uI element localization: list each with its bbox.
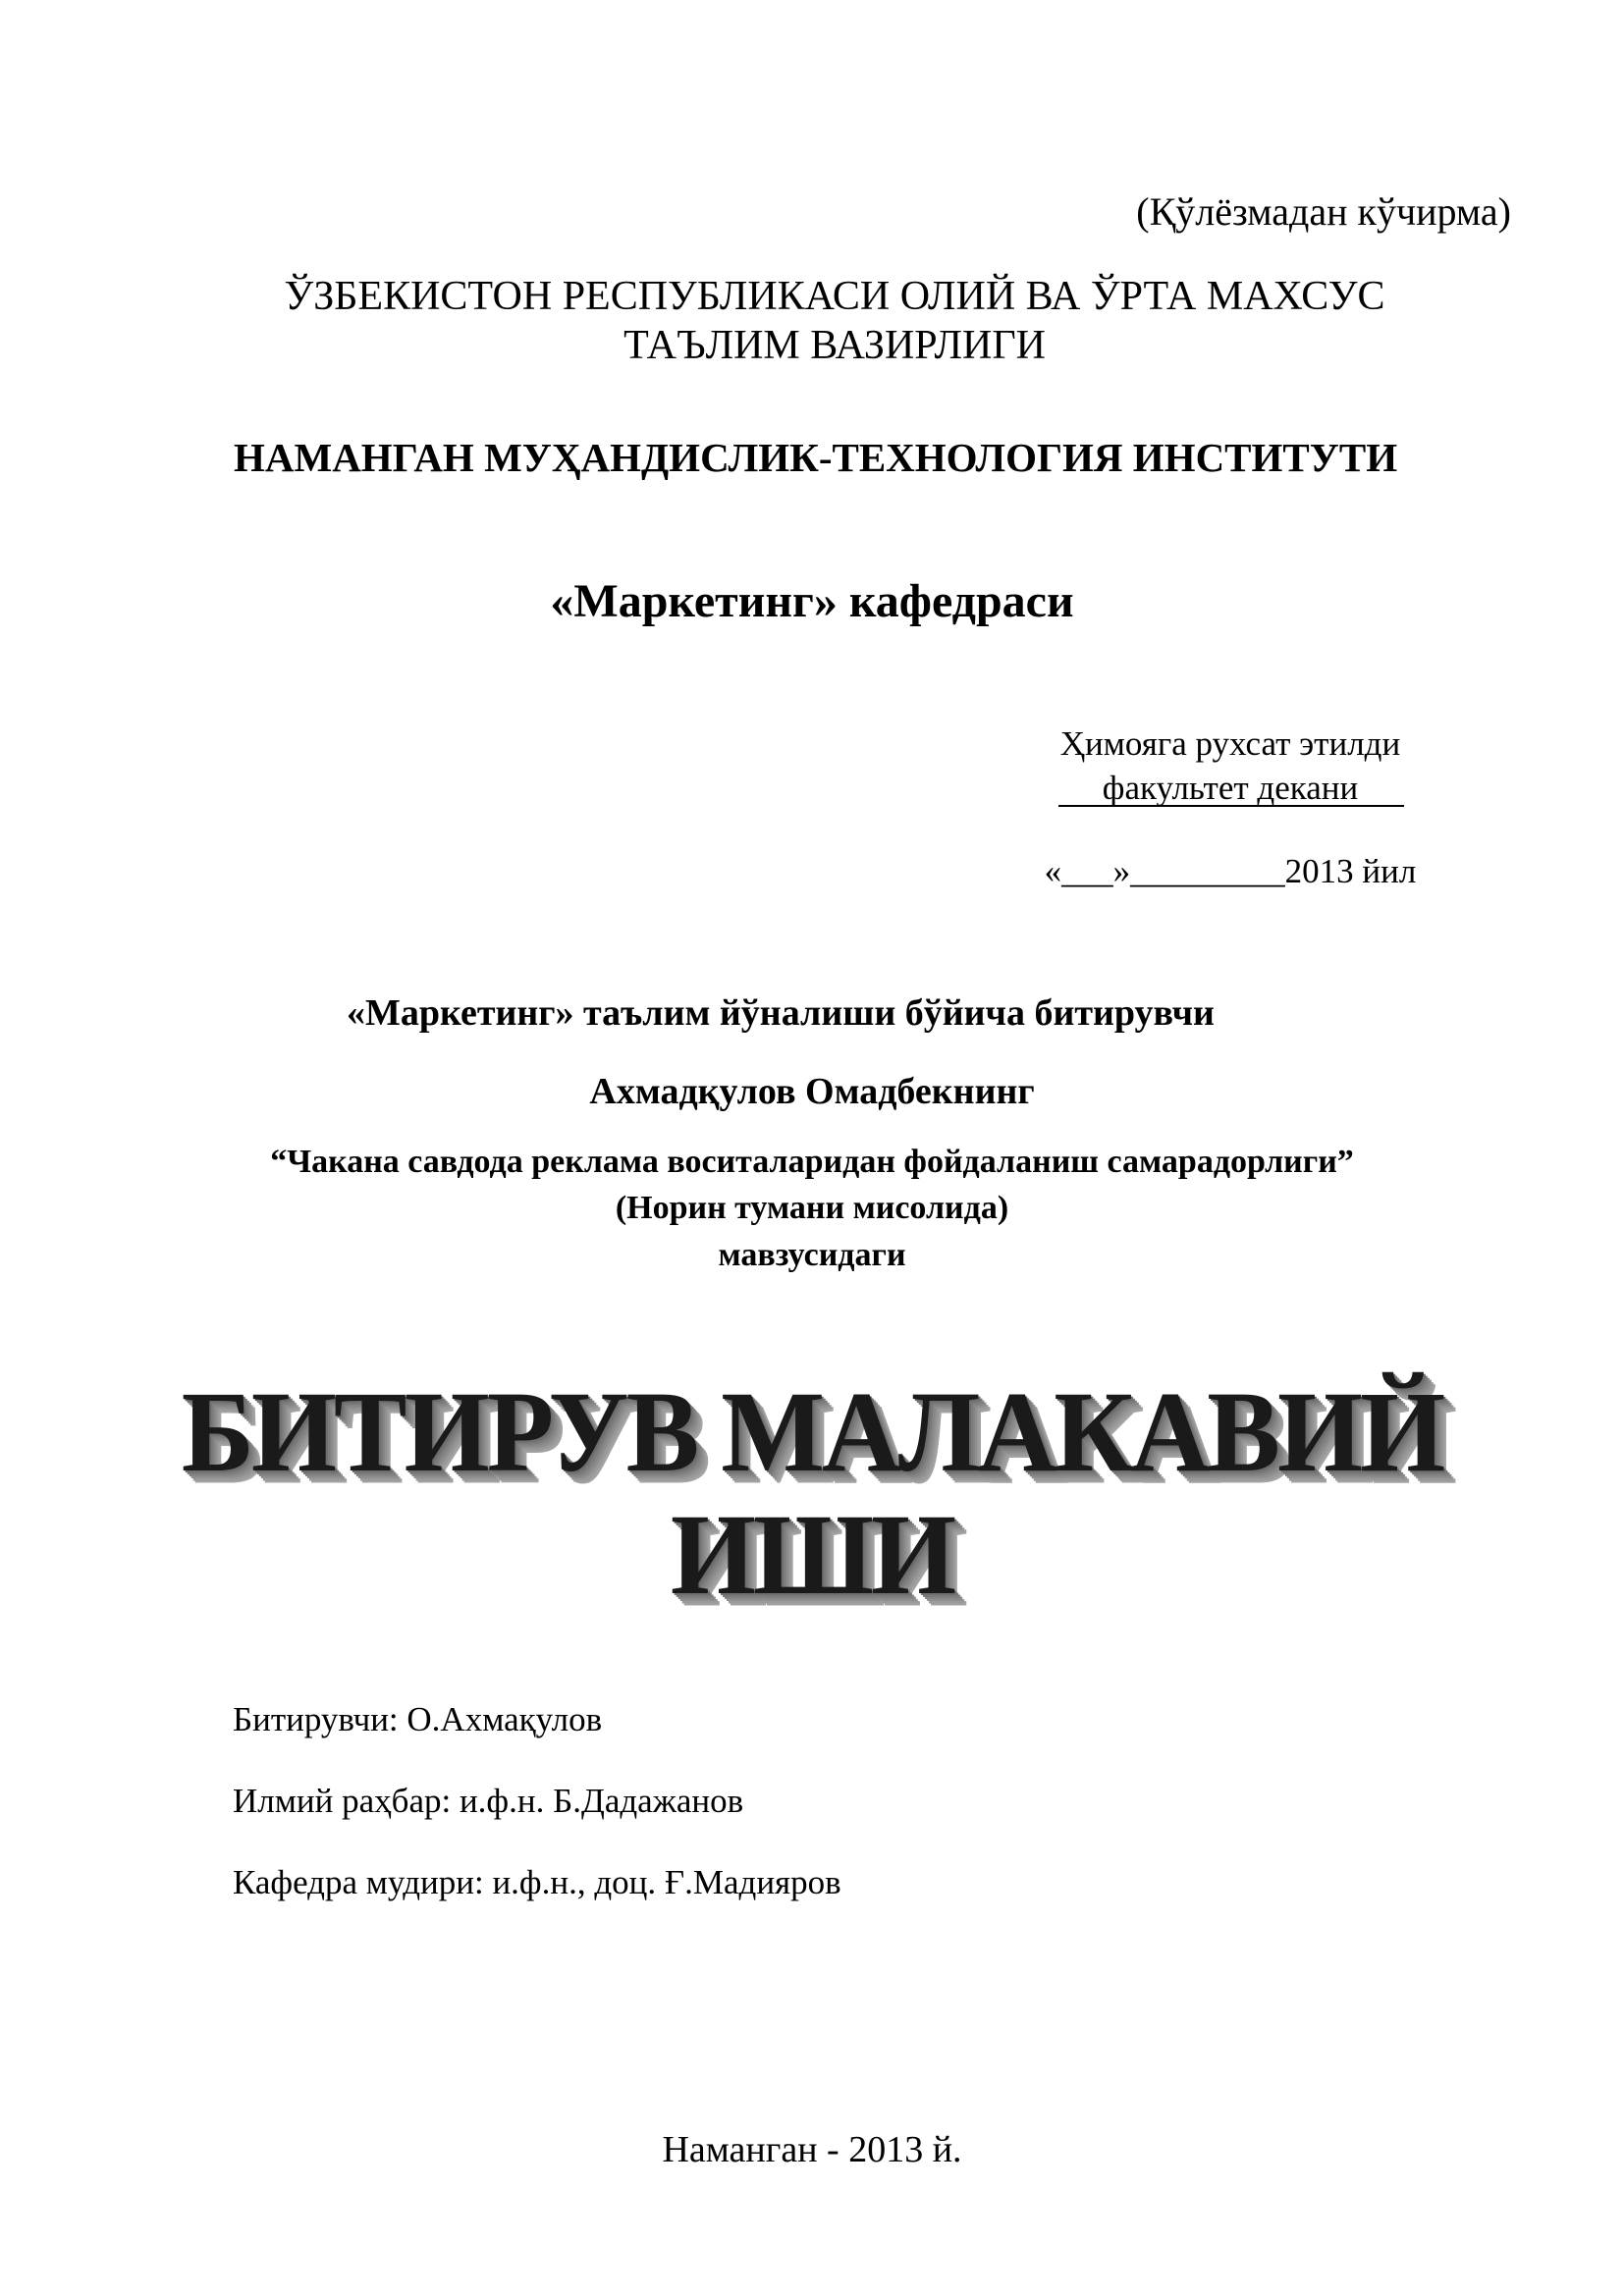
graduate-name: Битирувчи: О.Ахмақулов	[233, 1700, 603, 1738]
department-head-name: Кафедра мудири: и.ф.н., доц. Ғ.Мадияров	[233, 1863, 841, 1901]
ministry-line-2: ТАЪЛИМ ВАЗИРЛИГИ	[623, 323, 1046, 368]
approval-date-line: «___»_________2013 йил	[1044, 852, 1417, 890]
thesis-topic: “Чакана савдода реклама воситаларидан фойдаланиш самарадорлиги”	[270, 1144, 1354, 1180]
department-name: «Маркетинг» кафедраси	[550, 575, 1074, 627]
supervisor-name: Илмий раҳбар: и.ф.н. Б.Дадажанов	[233, 1782, 744, 1820]
approval-line-1: Ҳимояга рухсат этилди	[1059, 724, 1401, 763]
thesis-title-line-1: БИТИРУВ МАЛАКАВИЙ	[181, 1367, 1443, 1497]
copy-note: (Қўлёзмадан кўчирма)	[1136, 189, 1511, 234]
thesis-title-line-2: ИШИ	[670, 1490, 954, 1620]
ministry-heading	[196, 272, 1473, 370]
approval-block	[1009, 721, 1451, 810]
study-direction: «Маркетинг» таълим йўналиши бўйича битирувчи	[347, 992, 1215, 1034]
thesis-topic-subtitle: (Норин тумани мисолида)	[615, 1190, 1009, 1226]
footer-place-year: Наманган - 2013 й.	[662, 2129, 962, 2170]
ministry-line-1: ЎЗБЕКИСТОН РЕСПУБЛИКАСИ ОЛИЙ ВА ЎРТА МАХСУС	[284, 274, 1385, 319]
signature-line	[1058, 805, 1404, 807]
approval-line-2: факультет декани	[1102, 769, 1359, 807]
thesis-topic-suffix: мавзусидаги	[718, 1237, 906, 1273]
student-name: Ахмадқулов Омадбекнинг	[589, 1071, 1035, 1112]
institute-name: НАМАНГАН МУҲАНДИСЛИК-ТЕХНОЛОГИЯ ИНСТИТУТИ	[234, 435, 1398, 480]
